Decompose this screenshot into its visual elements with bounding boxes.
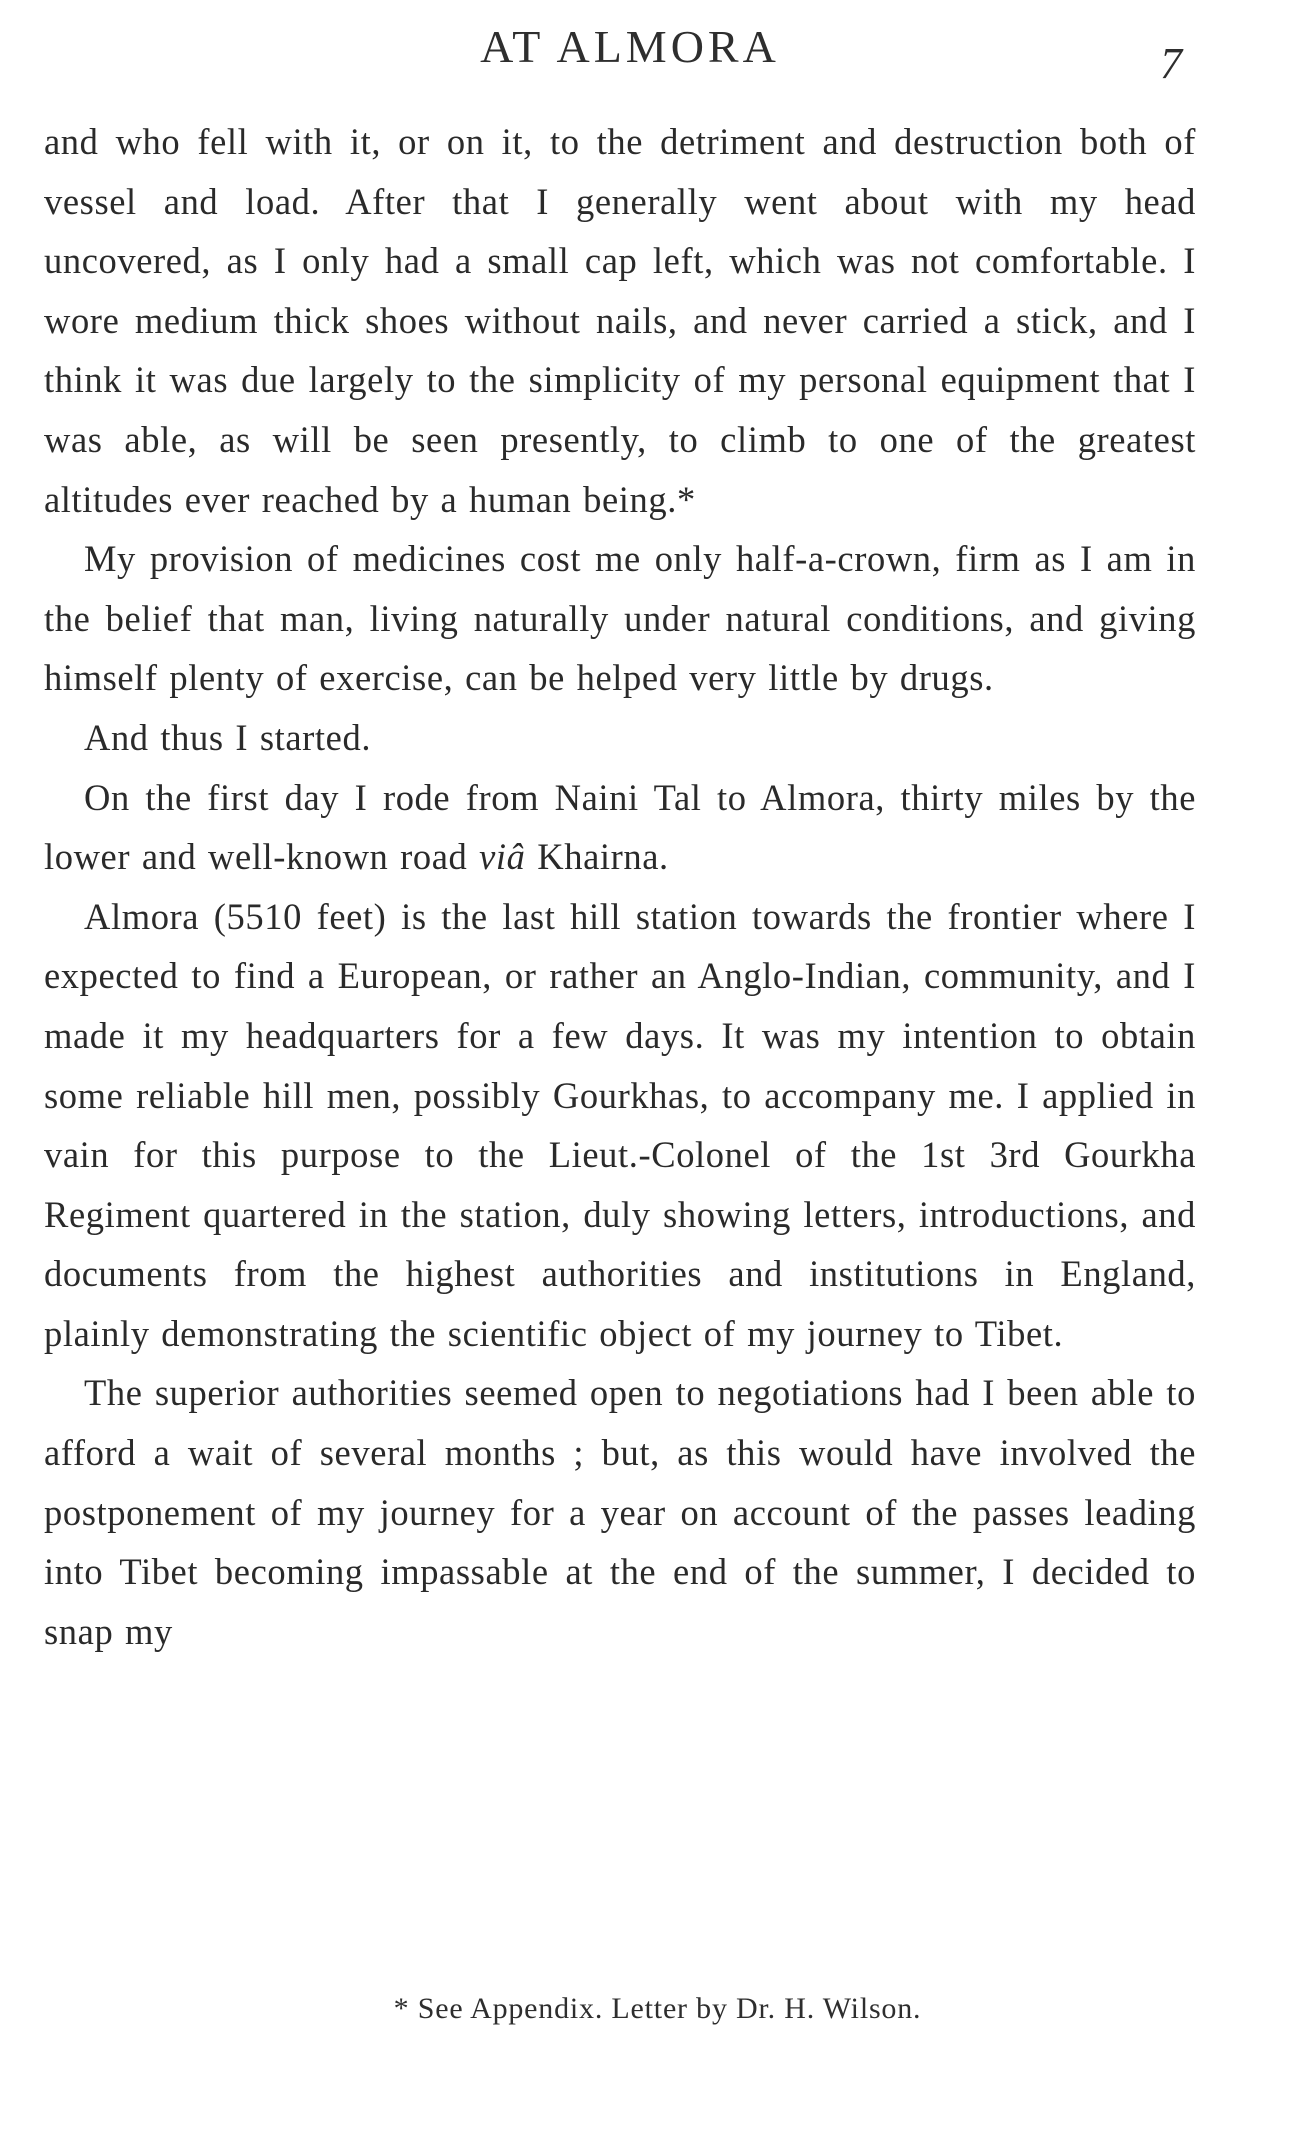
- running-head: [0, 20, 1315, 88]
- paragraph-started: And thus I started.: [84, 716, 372, 758]
- paragraph-medicines: My provision of medicines cost me only half-a-crown, firm as I am in the belief that man, living naturally under natural conditions, and giving himself plenty of exercise, can be helped very little by drugs.: [44, 538, 1196, 699]
- paragraph-first-day: [44, 768, 1196, 887]
- footnote: * See Appendix. Letter by Dr. H. Wilson.: [393, 1992, 922, 2025]
- page-number: 7: [1160, 39, 1182, 88]
- paragraph-authorities: The superior authorities seemed open to negotiations had I been able to afford a wait of several months ; but, as this would have involved the postponement of my journey for a year on account of the passes leading into Tibet becoming impassable at the end of the summer, I decided to snap my: [44, 1372, 1196, 1652]
- first-day-text: On the first day I rode from Naini Tal to Almora, thirty miles by the lower and well-known road: [44, 776, 1196, 878]
- running-title: AT ALMORA: [480, 21, 780, 72]
- paragraph-continued: and who fell with it, or on it, to the detriment and destruction both of vessel and load. After that I generally went about with my head uncovered, as I only had a small cap left, which was not comfortable. I wore medium thick shoes without nails, and never carried a stick, and I think it was due largely to the simplicity of my personal equipment that I was able, as will be seen presently, to climb to one of the greatest altitudes ever reached by a human being.*: [44, 121, 1196, 520]
- italic-via: viâ: [479, 836, 526, 878]
- paragraph-almora: Almora (5510 feet) is the last hill station towards the frontier where I expected to find a European, or rather an Anglo-Indian, community, and I made it my headquarters for a few days. It was my intention to obtain some reliable hill men, possibly Gourkhas, to accompany me. I applied in vain for this purpose to the Lieut.-Colonel of the 1st 3rd Gourkha Regiment quartered in the station, duly showing letters, introductions, and documents from the highest authorities and institutions in England, plainly demonstrating the scientific object of my journey to Tibet.: [44, 895, 1196, 1354]
- body-text: [44, 112, 1196, 1661]
- first-day-text-end: Khairna.: [525, 836, 669, 878]
